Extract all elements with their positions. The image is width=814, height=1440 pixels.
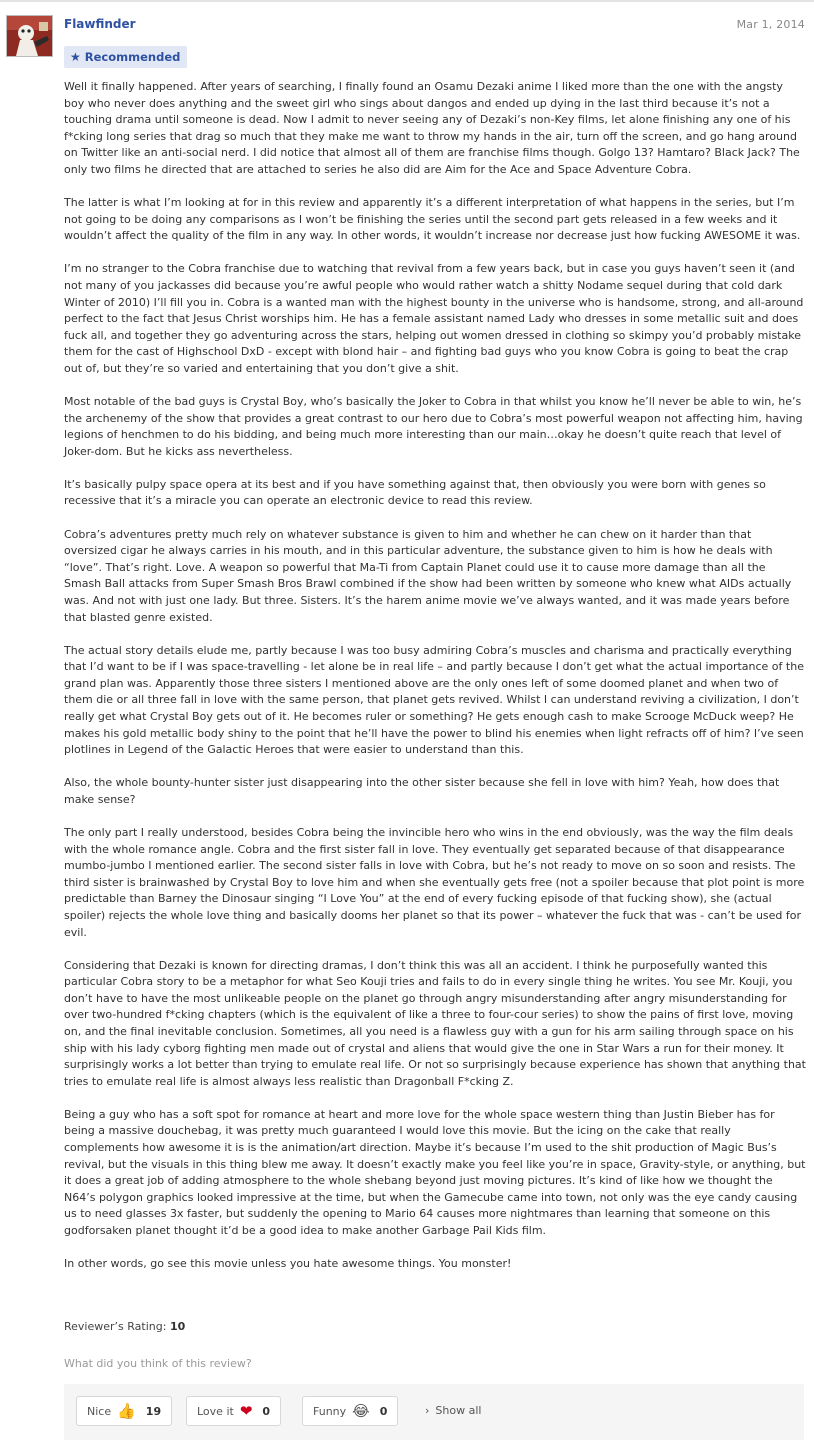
review-paragraph: Also, the whole bounty-hunter sister just disappearing into the other sister because she fell in love with him? Yeah, how does that make sense? bbox=[64, 776, 780, 806]
reaction-count: 0 bbox=[379, 1404, 388, 1418]
love-reaction-button[interactable] bbox=[186, 1396, 281, 1426]
review-paragraph: Most notable of the bad guys is Crystal Boy, who’s basically the Joker to Cobra in that whilst you know he’ll never be able to win, he’s the archenemy of the show that provides a great contrast to our hero due to Cobra’s most powerful weapon not affecting him, having legions of henchmen to do his bidding, and being much more interesting than our main…okay he doesn’t quite reach that level of Joker-dom. But he kicks ass nevertheless. bbox=[64, 395, 803, 458]
review-paragraph: It’s basically pulpy space opera at its best and if you have something against that, then obviously you were born with genes so recessive that it’s a miracle you can operate an electronic device to read this review. bbox=[64, 477, 766, 508]
reaction-bar bbox=[64, 1384, 804, 1440]
recommended-badge bbox=[64, 46, 187, 68]
rating-value: 10 bbox=[169, 1320, 186, 1333]
reaction-label: Funny bbox=[313, 1404, 347, 1418]
username-link[interactable]: Flawfinder bbox=[64, 17, 136, 31]
user-avatar[interactable] bbox=[6, 15, 53, 57]
review-date: Mar 1, 2014 bbox=[736, 18, 805, 31]
thumbs-up-icon: 👍 bbox=[117, 1401, 136, 1420]
reviewer-rating bbox=[64, 1320, 185, 1333]
feedback-question: What did you think of this review? bbox=[64, 1357, 252, 1370]
reaction-count: 0 bbox=[262, 1404, 271, 1418]
review-paragraph: Well it finally happened. After years of searching, I finally found an Osamu Dezaki anime I liked more than the one with the angsty boy who never does anything and the sweet girl who sings about dangos and ended up dying in the last third because it’s not a touching drama until someone is dead. Now I admit to never seeing any of Dezaki’s non-Key films, let alone finishing any one of his f*cking long series that drag so much that they make me want to throw my hands in the air, turn off the screen, and go hang around on Twitter like an anti-social nerd. I did notice that almost all of them are franchise films though. Golgo 13? Hamtaro? Black Jack? The only two films he directed that are attached to series he also did are Aim for the Ace and Space Adventure Cobra. bbox=[64, 80, 800, 176]
review-paragraph: Being a guy who has a soft spot for romance at heart and more love for the whole space western thing than Justin Bieber has for being a massive douchebag, it was pretty much guaranteed I would love this movie. But the icing on the cake that really complements how awesome it is is the animation/art direction. Maybe it’s because I’m used to the shit production of Magic Bus’s revival, but the visuals in this thing blew me away. It doesn’t exactly make you feel like you’re in space, Gravity-style, or anything, but it does a great job of adding atmosphere to the whole shebang beyond just moving pictures. It’s kind of like how we thought the N64’s polygon graphics looked impressive at the time, but when the Gamecube came into town, not only was the eye candy causing us to need glasses 3x faster, but suddenly the opening to Mario 64 causes more nightmares than learning that someone on this godforsaken planet thought it’d be a good idea to make another Garbage Pail Kids film. bbox=[64, 1107, 806, 1238]
avatar-image bbox=[7, 16, 52, 56]
heart-icon: ❤ bbox=[239, 1401, 253, 1420]
review-paragraph: Cobra’s adventures pretty much rely on whatever substance is given to him and whether he can chew on it harder than that oversized cigar he always carries in his mouth, and in this particular adventure, the substance given to him is how he deals with “love”. That’s right. Love. A weapon so powerful that Ma-Ti from Captain Planet could use it to cause more damage than all the Smash Ball attacks from Super Smash Bros Brawl combined if the show had been written by someone who knew what AIDs actually was. And not with just one lady. But three. Sisters. It’s the harem anime movie we’ve always wanted, and it was made years before that blasted genre existed. bbox=[64, 527, 792, 624]
show-all-reactions-button[interactable] bbox=[425, 1404, 481, 1417]
laughing-face-icon: 😂 bbox=[352, 1401, 370, 1420]
badge-label: Recommended bbox=[84, 50, 181, 64]
review-paragraph: The only part I really understood, besides Cobra being the invincible hero who wins in the end obviously, was the way the film deals with the whole romance angle. Cobra and the first sister fall in love. They eventually get separated because of that disappearance mumbo-jumbo I mentioned earlier. The second sister falls in love with Cobra, but he’s not ready to move on so soon and resists. The third sister is brainwashed by Crystal Boy to love him and when she eventually gets free (not a spoiler because that plot point is more predictable than Barney the Dinosaur singing “I Love You” at the end of every fucking episode of that fucking show), she (actual spoiler) rejects the whole love thing and basically dooms her planet so that its power – whatever the fuck that was - can’t be used for evil. bbox=[64, 825, 805, 939]
review-paragraph: Considering that Dezaki is known for directing dramas, I don’t think this was all an accident. I think he purposefully wanted this particular Cobra story to be a metaphor for what Seo Kouji tries and fails to do in every single thing he writes. You see Mr. Kouji, you don’t have to have the most unlikeable people on the planet go through angry misunderstanding after angry misunderstanding for over two-hundred f*cking chapters (which is the equivalent of like a three to four-cour series) to show the pains of first love, moving on, and the final inevitable conclusion. Sometimes, all you need is a flawless guy with a gun for his arm sailing through space on his ship with his lady cyborg fighting men made out of crystal and aliens that would give the one in Star Wars a run for their money. It surprisingly works a lot better than trying to emulate real life. Or not so surprisingly because experience has shown that anything that tries to emulate real life is almost always less realistic than Dragonball F*cking Z. bbox=[64, 958, 806, 1088]
rating-label: Reviewer’s Rating: bbox=[64, 1320, 167, 1333]
top-divider bbox=[0, 0, 814, 2]
reaction-label: Love it bbox=[197, 1404, 234, 1418]
review-paragraph: The actual story details elude me, partly because I was too busy admiring Cobra’s muscles and charisma and practically everything that I’d want to be if I was space-travelling - let alone be in real life – and partly because I don’t get what the actual importance of the grand plan was. Apparently those three sisters I mentioned above are the only ones left of some doomed planet and when two of them die or all three fall in love with the same person, that planet gets revived. Whilst I can understand reviving a civilization, I don’t really get what Crystal Boy gets out of it. He becomes ruler or something? He gets enough cash to make Scrooge McDuck weep? He makes his gold metallic body shiny to the point that he’ll have the power to blind his enemies when light refracts off of him? I’ve seen plotlines in Legend of the Galactic Heroes that were easier to understand than this. bbox=[64, 643, 804, 757]
chevron-right-icon: › bbox=[425, 1404, 430, 1417]
funny-reaction-button[interactable] bbox=[302, 1396, 398, 1426]
reaction-label: Nice bbox=[87, 1404, 112, 1418]
star-icon: ★ bbox=[70, 50, 81, 64]
show-all-label: Show all bbox=[435, 1404, 482, 1417]
review-paragraph: I’m no stranger to the Cobra franchise due to watching that revival from a few years back, but in case you guys haven’t seen it (and not many of you jackasses did because you’re awful people who would rather watch a shitty Nodame sequel during that cold dark Winter of 2010) I’ll fill you in. Cobra is a wanted man with the highest bounty in the universe who is handsome, strong, and all-around perfect to the fact that Jesus Christ worships him. He has a female assistant named Lady who dresses in some metallic suit and does fuck all, and together they go adventuring across the stars, helping out women dressed in clothing so skimpy you’d probably mistake them for the cast of Highschool DxD - except with blond hair – and fighting bad guys who you know Cobra is going to beat the crap out of, but they’re so varied and entertaining that you don’t give a shit. bbox=[64, 262, 804, 375]
review-paragraph: The latter is what I’m looking at for in this review and apparently it’s a different interpretation of what happens in the series, but I’m not going to be doing any comparisons as I won’t be finishing the series until the second part gets released in a few weeks and it wouldn’t affect the quality of the film in any way. In other words, it wouldn’t increase nor decrease just how fucking AWESOME it was. bbox=[64, 196, 801, 243]
nice-reaction-button[interactable] bbox=[76, 1396, 172, 1426]
reaction-count: 19 bbox=[145, 1404, 162, 1418]
review-paragraph: In other words, go see this movie unless you hate awesome things. You monster! bbox=[64, 1257, 512, 1271]
review-body bbox=[64, 79, 806, 1289]
